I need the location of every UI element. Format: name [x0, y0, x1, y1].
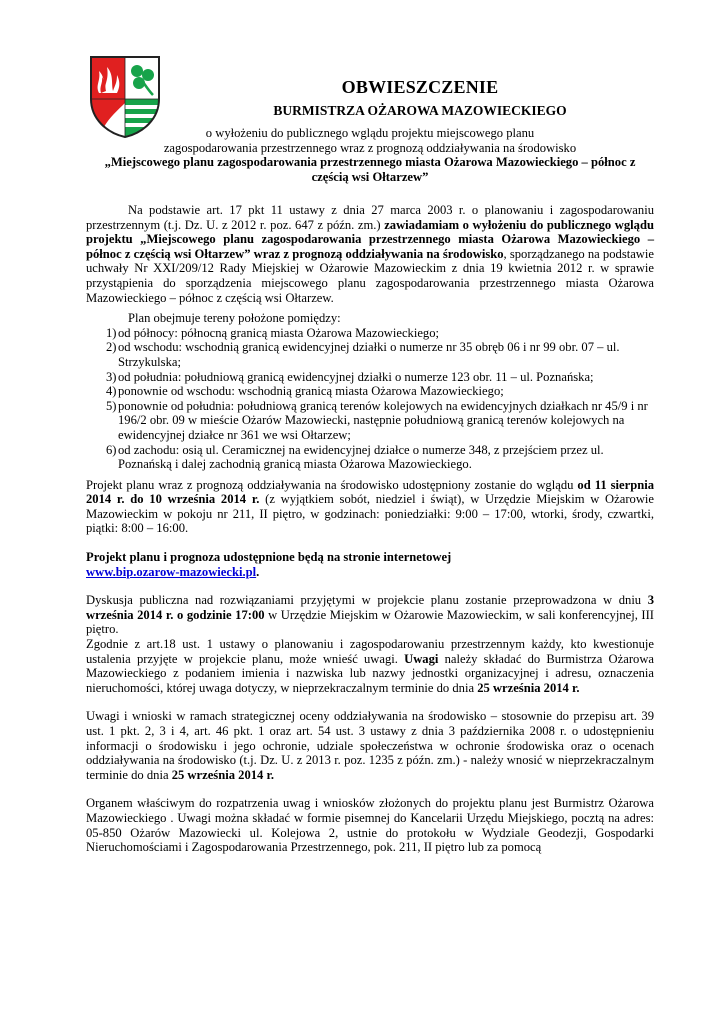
list-text: ponownie od wschodu: wschodnią granicą miasta Ożarowa Mazowieckiego;: [118, 384, 504, 399]
text-run: Na podstawie art. 17 pkt 11 ustawy z dnia 27 marca 2003 r. o planowaniu i zagospodarowaniu przestrzennym (t.j. Dz. U. z 2012 r. poz. 647 z późn. zm.): [86, 203, 654, 232]
list-text: od wschodu: wschodnią granicą ewidencyjnej działki o numerze nr 35 obręb 06 i nr 99 obr. 07 – ul. Strzykulska;: [118, 340, 620, 369]
bold-run: zawiadamiam o wyłożeniu do publicznego wglądu projektu „Miejscowego planu zagospodarowania przestrzennego miasta Ożarowa Mazowieckiego – północ z częścią wsi Ołtarzew” wraz z prognozą oddziaływania na środowisko: [86, 217, 654, 261]
document-issuer: BURMISTRZA OŻAROWA MAZOWIECKIEGO: [273, 103, 567, 118]
list-number: 3): [106, 369, 117, 384]
list-number: 1): [106, 325, 117, 340]
text-run: Dyskusja publiczna nad rozwiązaniami przyjętymi w projekcie planu zostanie przeprowadzona w dniu: [86, 593, 648, 608]
intro-line-1: o wyłożeniu do publicznego wglądu projektu miejscowego planu: [205, 126, 535, 140]
list-item: [86, 399, 654, 443]
list-item: [86, 370, 654, 385]
list-item: [86, 326, 654, 341]
bold-run: Projekt planu i prognoza udostępnione będą na stronie internetowej: [86, 550, 452, 565]
paragraph-environmental-remarks: [86, 709, 654, 782]
list-text: od północy: północną granicą miasta Ożarowa Mazowieckiego;: [118, 325, 440, 340]
text-run: Uwagi i wnioski w ramach strategicznej oceny oddziaływania na środowisko – stosownie do przepisu art. 39 ust. 1 pkt. 2, 3 i 4, art. 46 pkt. 1 oraz art. 54 ust. 3 ustawy z dnia 3 października 2008 r. o udostępnieniu informacji o środowisku i jego ochronie, udziale społeczeństwa w ochronie środowiska oraz o ocenach oddziaływania na środowisko (t.j. Dz. U. z 2013 r. poz. 1235 z późn. zm.) - należy wnosić w nieprzekraczalnym terminie do dnia: [86, 709, 654, 782]
text-run: Organem właściwym do rozpatrzenia uwag i wniosków złożonych do projektu planu jest Burmistrz Ożarowa Mazowieckiego . Uwagi można składać w formie pisemnej do Kancelarii Urzędu Miejskiego, pocztą na adres: 05-850 Ożarów Mazowiecki ul. Kolejowa 2, ustnie do protokołu w Wydziale Geodezji, Gospodarki Nieruchomościami i Zagospodarowania Przestrzennego, pok. 211, II piętro lub za pomocą: [86, 796, 654, 855]
text-run: (z wyjątkiem sobót, niedziel i świąt), w Urzędzie Miejskim w Ożarowie Mazowieckim w pokoju nr 211, II piętro, w godzinach: poniedziałki: 9:00 – 17:00, wtorki, środy, czwartki, piątki: 8:00 – 16:00.: [86, 492, 654, 536]
text-run: należy składać do Burmistrza Ożarowa Mazowieckiego z podaniem imienia i nazwiska lub nazwy jednostki organizacyjnej i adresu, oznaczenia nieruchomości, której uwaga dotyczy, w nieprzekraczalnym terminie do dnia: [86, 651, 654, 695]
bold-run: 25 września 2014 r.: [171, 767, 275, 782]
paragraph-competent-authority: [86, 796, 654, 854]
document-body: [86, 203, 654, 855]
paragraph-inspection-dates: [86, 478, 654, 536]
bounds-lead: Plan obejmuje tereny położone pomiędzy:: [128, 311, 341, 326]
list-number: 5): [106, 398, 117, 413]
text-run: w Urzędzie Miejskim w Ożarowie Mazowieckim, w sali konferencyjnej, III piętro.: [86, 607, 654, 637]
list-item: [86, 443, 654, 472]
text-run: Zgodnie z art.18 ust. 1 ustawy o planowaniu i zagospodarowaniu przestrzennym każdy, kto kwestionuje ustalenia przyjęte w projekcie planu, może wnieść uwagi.: [86, 637, 654, 666]
bold-run: 25 września 2014 r.: [477, 680, 580, 695]
intro-line-2: zagospodarowania przestrzennego wraz z prognozą oddziaływania na środowisko: [163, 140, 577, 155]
document-title: OBWIESZCZENIE: [341, 77, 499, 97]
list-text: od zachodu: osią ul. Ceramicznej na ewidencyjnej działce o numerze 348, z przejściem przez ul. Poznańską i dalej zachodnią granicą miasta Ożarowa Mazowieckiego.: [118, 442, 604, 472]
paragraph-website: [86, 550, 654, 579]
list-number: 6): [106, 442, 117, 457]
document-intro: [86, 126, 654, 184]
bounds-list: [86, 326, 654, 472]
bip-website-link[interactable]: www.bip.ozarow-mazowiecki.pl: [86, 564, 257, 579]
text-run: Projekt planu wraz z prognozą oddziaływania na środowisko udostępniony zostanie do wglądu: [86, 477, 578, 492]
intro-plan-name: „Miejscowego planu zagospodarowania przestrzennego miasta Ożarowa Mazowieckiego – północ z częścią wsi Ołtarzew”: [104, 155, 636, 184]
text-run: , sporządzanego na podstawie uchwały Nr XXI/209/12 Rady Miejskiej w Ożarowie Mazowieckim z dnia 19 kwietnia 2012 r. w sprawie przystąpienia do sporządzenia miejscowego planu zagospodarowania przestrzennego miasta Ożarowa Mazowieckiego – północ z częścią wsi Ołtarzew.: [86, 246, 654, 305]
bold-run: 3 września 2014 r. o godzinie 17:00: [86, 593, 654, 622]
bold-run: .: [256, 564, 260, 579]
list-text: ponownie od południa: południową granicą terenów kolejowych na ewidencyjnych działkach nr 45/9 i nr 196/2 obr. 09 w mieście Ożarów Mazowiecki, następnie południową granicą terenów kolejowych na ewidencyjnej działce nr 361 we wsi Ołtarzew;: [118, 398, 648, 442]
list-text: od południa: południową granicą ewidencyjnej działki o numerze 123 obr. 11 – ul. Poznańska;: [118, 369, 594, 384]
list-item: [86, 384, 654, 399]
paragraph-remarks: [86, 637, 654, 695]
paragraph-public-discussion: [86, 593, 654, 637]
list-number: 4): [106, 384, 117, 399]
list-number: 2): [106, 340, 117, 355]
paragraph-legal-basis: [86, 203, 654, 305]
bold-run: od 11 sierpnia 2014 r. do 10 września 2014 r.: [86, 477, 654, 507]
list-item: [86, 340, 654, 369]
document-header: [180, 76, 660, 120]
bold-run: Uwagi: [404, 651, 439, 666]
